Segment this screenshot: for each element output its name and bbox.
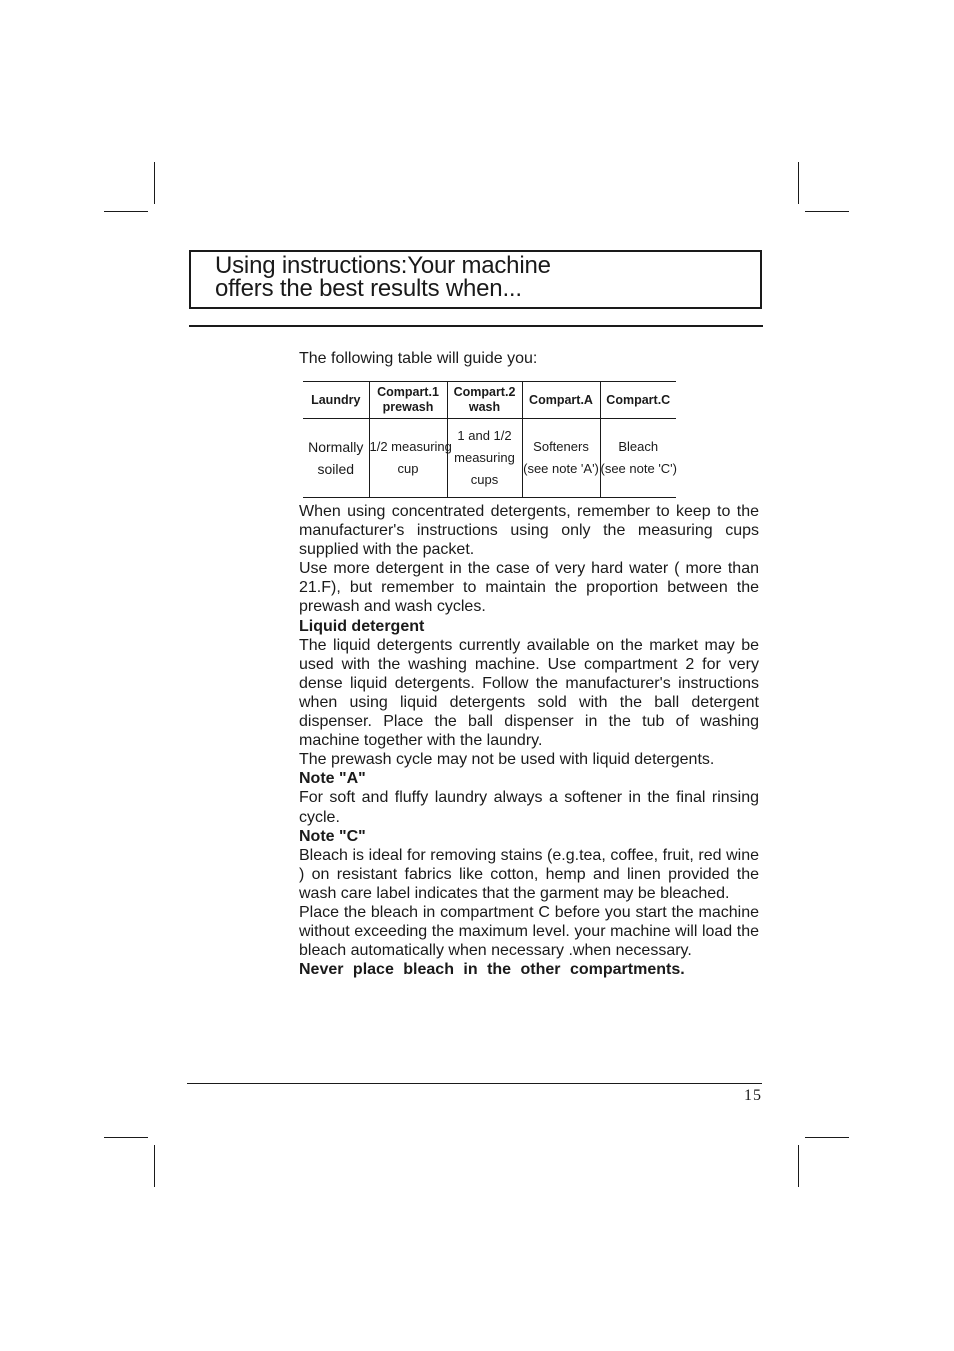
paragraph: Place the bleach in compartment C before you start the machine without exceeding the maximum level. your machine will load the bleach automatically when necessary .when necessary.: [299, 903, 759, 960]
table-header-cell: [303, 382, 369, 419]
page-title-line: Using instructions:Your machine: [215, 252, 551, 279]
section-heading: Liquid detergent: [299, 617, 425, 635]
table-cell: [303, 419, 369, 498]
crop-mark: [798, 162, 799, 204]
table-cell: [369, 419, 452, 498]
paragraph: Use more detergent in the case of very hard water ( more than 21.F), but remember to maintain the proportion between the prewash and wash cycles.: [299, 560, 759, 616]
page-title-line: offers the best results when...: [215, 275, 522, 302]
crop-mark: [798, 1145, 799, 1187]
table-header-cell: [447, 382, 522, 419]
title-box: [189, 250, 762, 309]
cell-line: measuring: [454, 450, 515, 465]
cell-line: 1/2 measuring: [369, 439, 452, 454]
header-line: Compart.1: [377, 385, 439, 399]
cell-line: cups: [470, 472, 499, 487]
cell-line: soiled: [317, 461, 355, 477]
warning-text: Never place bleach in the other compartments.: [299, 961, 685, 979]
header-line: Compart.A: [529, 392, 593, 407]
header-line: Compart.2: [453, 385, 516, 399]
crop-mark: [805, 211, 849, 212]
footer-rule: [187, 1083, 762, 1084]
paragraph: The prewash cycle may not be used with liquid detergents.: [299, 751, 715, 769]
paragraph: Bleach is ideal for removing stains (e.g.tea, coffee, fruit, red wine ) on resistant fabrics like cotton, hemp and linen provided the wash care label indicates that the garment may be bleached.: [299, 846, 759, 902]
intro-text: The following table will guide you:: [299, 350, 538, 367]
header-line: prewash: [382, 400, 434, 414]
table-row: [303, 419, 676, 498]
paragraph: For soft and fluffy laundry always a softener in the final rinsing cycle.: [299, 789, 759, 826]
detergent-table: [303, 381, 676, 498]
crop-mark: [154, 1145, 155, 1187]
table-header-cell: [522, 382, 600, 419]
crop-mark: [104, 211, 148, 212]
body-text: [299, 502, 759, 979]
section-heading: Note "C": [299, 827, 366, 845]
header-line: Laundry: [311, 392, 361, 407]
cell-line: (see note 'A'): [523, 461, 599, 476]
header-rule: [189, 325, 763, 327]
section-heading: Note "A": [299, 770, 366, 788]
table-cell: [447, 419, 522, 498]
page-number: 15: [744, 1087, 762, 1104]
header-line: Compart.C: [606, 392, 671, 407]
paragraph: When using concentrated detergents, remember to keep to the manufacturer's instructions using only the measuring cups supplied with the packet.: [299, 503, 759, 559]
paragraph: The liquid detergents currently available on the market may be used with the washing machine. Use compartment 2 for very dense liquid detergents. Follow the manufacturer's instructions when using liquid detergents sold with the ball detergent dispenser. Place the ball dispenser in the tub of washing machine together with the laundry.: [299, 636, 759, 750]
table-cell: [522, 419, 600, 498]
cell-line: 1 and 1/2: [457, 428, 512, 443]
cell-line: cup: [397, 461, 419, 476]
cell-line: Bleach: [618, 439, 659, 454]
page-title: [215, 254, 551, 300]
table-header-row: [303, 382, 676, 419]
table-cell: [600, 419, 676, 498]
crop-mark: [154, 162, 155, 204]
cell-line: Normally: [308, 439, 364, 455]
table-header-cell: [369, 382, 447, 419]
cell-line: Softeners: [533, 439, 589, 454]
crop-mark: [805, 1137, 849, 1138]
crop-mark: [104, 1137, 148, 1138]
table-header-cell: [600, 382, 676, 419]
cell-line: (see note 'C'): [600, 461, 677, 476]
header-line: wash: [468, 400, 501, 414]
